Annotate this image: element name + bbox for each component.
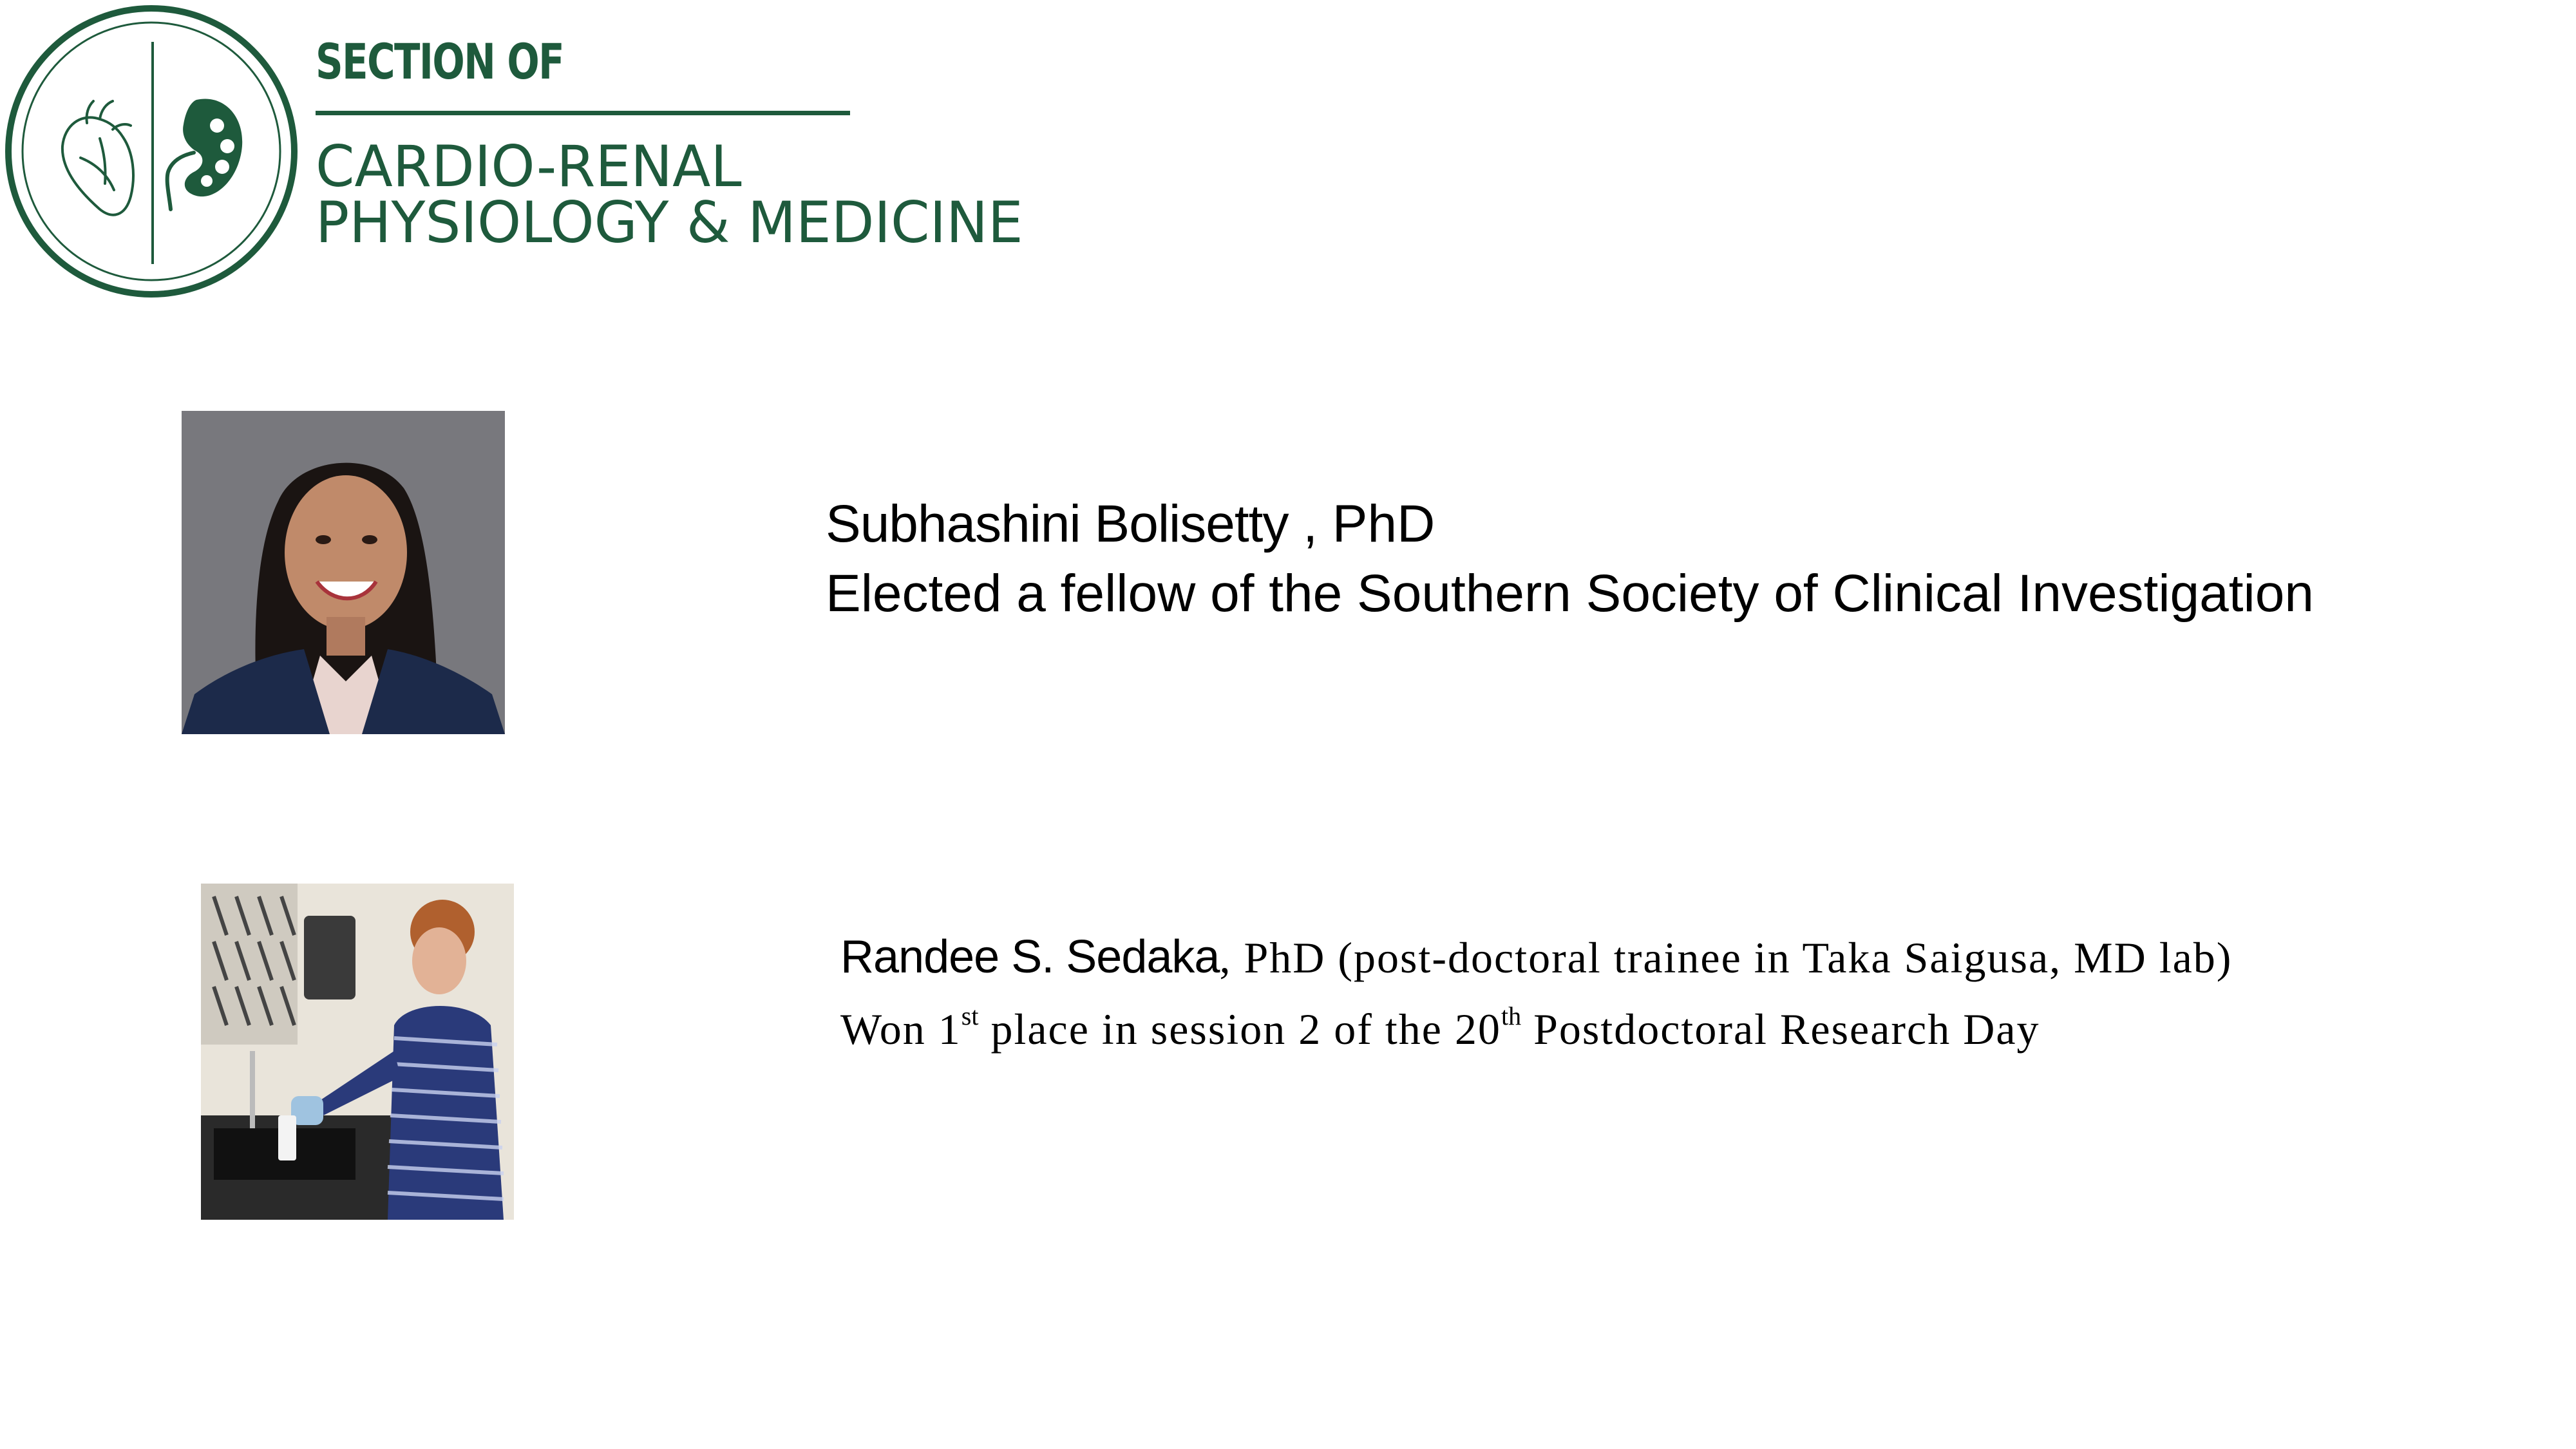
award-2-credential: , PhD (post-doctoral trainee in Taka Saigusa, MD lab) xyxy=(1219,933,2233,982)
heart-icon xyxy=(62,101,133,215)
award-1-name: Subhashini Bolisetty xyxy=(826,495,1289,553)
logo-title-line2: PHYSIOLOGY & MEDICINE xyxy=(316,189,1023,256)
award-2-name: Randee S. Sedaka xyxy=(840,931,1220,983)
award-1-credential: , PhD xyxy=(1288,495,1435,553)
award-entry-1 xyxy=(826,489,2314,629)
award-2-ordinal-suffix: th xyxy=(1501,1001,1522,1030)
award-2-desc-part: Postdoctoral Research Day xyxy=(1521,1005,2040,1054)
award-2-heading xyxy=(840,927,2232,999)
award-2-description xyxy=(840,999,2232,1059)
logo-section-label: SECTION OF xyxy=(316,33,564,90)
award-2-desc-part: Won 1 xyxy=(840,1005,961,1054)
section-logo xyxy=(0,0,1095,303)
award-2-ordinal-suffix: st xyxy=(961,1001,979,1030)
logo-divider xyxy=(316,111,850,115)
award-1-heading xyxy=(826,489,2314,559)
kidney-icon xyxy=(167,99,243,209)
award-entry-2 xyxy=(840,927,2232,1059)
award-2-desc-part: place in session 2 of the 20 xyxy=(978,1005,1501,1054)
award-1-description: Elected a fellow of the Southern Society of Clinical Investigation xyxy=(826,564,2314,623)
logo-emblem-icon xyxy=(3,3,299,299)
portrait-photo-bolisetty xyxy=(182,411,505,734)
lab-photo-sedaka xyxy=(201,884,514,1220)
logo-title-line1: CARDIO-RENAL xyxy=(316,133,742,200)
